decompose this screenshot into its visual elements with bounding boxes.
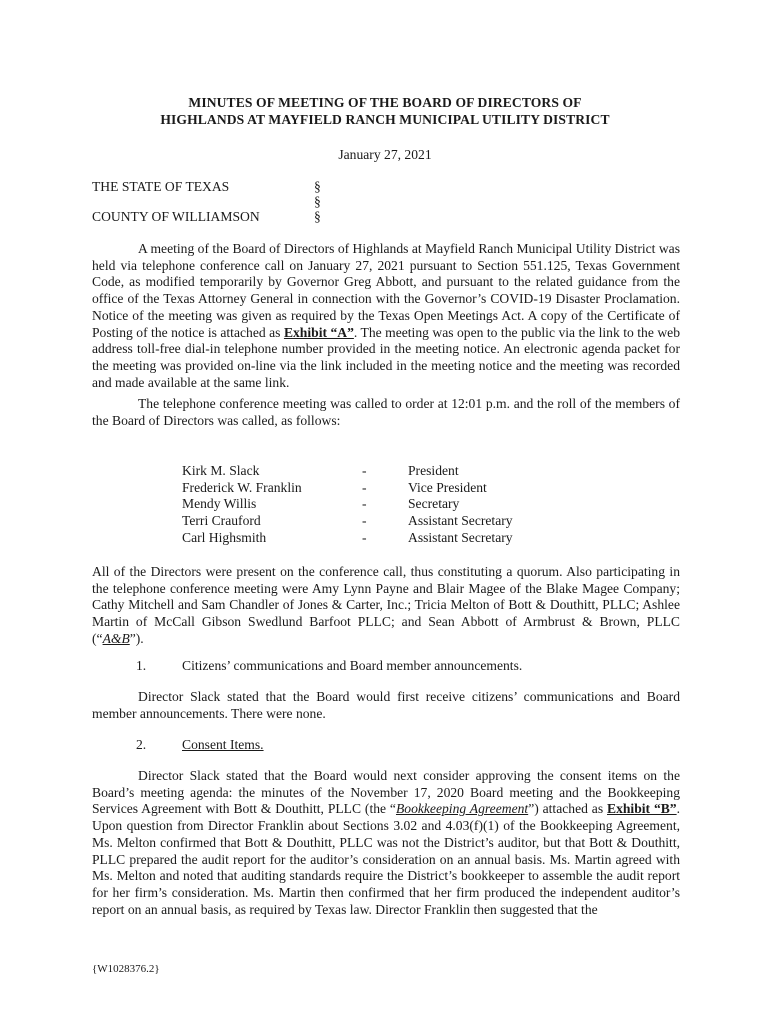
item-2-number: 2.: [136, 737, 147, 752]
meeting-date: January 27, 2021: [338, 147, 432, 162]
call-to-order-paragraph: The telephone conference meeting was called to order at 12:01 p.m. and the roll of the members of the Board of Directors was called, as follows:: [92, 396, 680, 428]
ab-abbreviation: A&B: [102, 630, 130, 646]
exhibit-b-reference: Exhibit “B”: [607, 801, 677, 817]
document-page: MINUTES OF MEETING OF THE BOARD OF DIRECTORS OF HIGHLANDS AT MAYFIELD RANCH MUNICIPAL UTILITY DISTRICT January 27, 2021 THE STATE OF TEXAS § § COUNTY OF WILLIAMSON § A meeting of the Board of Directors of Highlands at Mayfield Ranch Municipal Utility District was held via telephone conference call on January 27, 2021 pursuant to Section 551.125, Texas Government Code, as modified temporarily by Governor Greg Abbott, and pursuant to the related guidance from the office of the Texas Attorney General in connection with the Governor’s COVID-19 Disaster Proclamation. Notice of the meeting was given as required by the Texas Open Meetings Act. A copy of the Certificate of Posting of the notice is attached as Exhibit “A”. The meeting was open to the public via the link to the web address toll-free dial-in telephone number provided in the meeting notice. An electronic agenda packet for the meeting was provided on-line via the link included in the meeting notice and the meeting was recorded and made available at the same link. The telephone conference meeting was called to order at 12:01 p.m. and the roll of the members of the Board of Directors was called, as follows: Kirk M. Slack - President Frederick W. Franklin - Vice President Mendy Willis - Secretary Terri Crauford - Assistant Secretary Carl Highsmith - Assistant Secretary All of the Directors were present on the conference call, thus constituting a quorum. Also participating in the telephone conference meeting were Amy Lynn Payne and Blair Magee of the Blake Magee Company; Cathy Mitchell and Sam Chandler of Jones & Carter, Inc.; Tricia Melton of Bott & Douthitt, PLLC; Ashlee Martin of McCall Gibson Swedlund Barfoot PLLC; and Sean Abbott of Armbrust & Brown, PLLC (“A&B”). 1. Citizens’ communications and Board member announcements. Director Slack stated that the Board would first receive citizens’ communications and Board member announcements. There were none. 2. Consent Items. Director Slack stated that the Board would next consider approving the consent items on the Board’s meeting agenda: the minutes of the November 17, 2020 Board meeting and the Bookkeeping Services Agreement with Bott & Douthitt, PLLC (the “Bookkeeping Agreement”) attached as Exhibit “B”. Upon question from Director Franklin about Sections 3.02 and 4.03(f)(1) of the Bookkeeping Agreement, Ms. Melton confirmed that Bott & Douthitt, PLLC was not the District’s auditor, but that Bott & Douthitt, PLLC prepared the audit report for the auditor’s consideration on an annual basis. Ms. Martin agreed with Ms. Melton and noted that auditing standards require the District’s bookkeeper to assemble the audit report for her firm’s consideration. Ms. Martin then confirmed that her firm produced the independent auditor’s report on an annual basis, as required by Texas law. Director Franklin then suggested that the {W1028376.2}: [0, 0, 770, 1024]
item-1-number: 1.: [136, 658, 147, 673]
title-line-2: HIGHLANDS AT MAYFIELD RANCH MUNICIPAL UTILITY DISTRICT: [160, 112, 610, 127]
section-sign-3: §: [314, 209, 321, 224]
item-2-heading: Consent Items.: [182, 737, 264, 752]
exhibit-a-reference: Exhibit “A”: [283, 324, 354, 340]
section-sign-2: §: [314, 194, 321, 209]
item-1-heading: Citizens’ communications and Board member announcements.: [182, 658, 523, 673]
opening-paragraph: A meeting of the Board of Directors of Highlands at Mayfield Ranch Municipal Utility District was held via telephone conference call on January 27, 2021 pursuant to Section 551.125, Texas Government Code, as modified temporarily by Governor Greg Abbott, and pursuant to the related guidance from the office of the Texas Attorney General in connection with the Governor’s COVID-19 Disaster Proclamation. Notice of the meeting was given as required by the Texas Open Meetings Act. A copy of the Certificate of Posting of the notice is attached as Exhibit “A”. The meeting was open to the public via the link to the web address toll-free dial-in telephone number provided in the meeting notice. An electronic agenda packet for the meeting was provided on-line via the link included in the meeting notice and the meeting was recorded and made available at the same link.: [92, 241, 681, 390]
section-sign-1: §: [314, 179, 321, 194]
caption-county: COUNTY OF WILLIAMSON: [92, 209, 260, 224]
caption-state: THE STATE OF TEXAS: [92, 179, 230, 194]
title-line-1: MINUTES OF MEETING OF THE BOARD OF DIRECTORS OF: [188, 95, 582, 110]
bookkeeping-agreement-term: Bookkeeping Agreement: [395, 801, 529, 817]
item-1-body: Director Slack stated that the Board would first receive citizens’ communications and Board member announcements. There were none.: [92, 689, 680, 721]
item-2-body: Director Slack stated that the Board would next consider approving the consent items on the Board’s meeting agenda: the minutes of the November 17, 2020 Board meeting and the Bookkeeping Services Agreement with Bott & Douthitt, PLLC (the “Bookkeeping Agreement”) attached as Exhibit “B”. Upon question from Director Franklin about Sections 3.02 and 4.03(f)(1) of the Bookkeeping Agreement, Ms. Melton confirmed that Bott & Douthitt, PLLC was not the District’s auditor, but that Bott & Douthitt, PLLC prepared the audit report for the auditor’s consideration on an annual basis. Ms. Martin agreed with Ms. Melton and noted that auditing standards require the District’s bookkeeper to assemble the audit report for her firm’s consideration. Ms. Martin then confirmed that her firm produced the independent auditor’s report on an annual basis, as required by Texas law. Director Franklin then suggested that the: [92, 768, 681, 917]
document-id-footer: {W1028376.2}: [92, 963, 160, 975]
quorum-paragraph: All of the Directors were present on the conference call, thus constituting a quorum. Also participating in the telephone conference meeting were Amy Lynn Payne and Blair Magee of the Blake Magee Company; Cathy Mitchell and Sam Chandler of Jones & Carter, Inc.; Tricia Melton of Bott & Douthitt, PLLC; Ashlee Martin of McCall Gibson Swedlund Barfoot PLLC; and Sean Abbott of Armbrust & Brown, PLLC (“A&B”).: [92, 564, 680, 646]
